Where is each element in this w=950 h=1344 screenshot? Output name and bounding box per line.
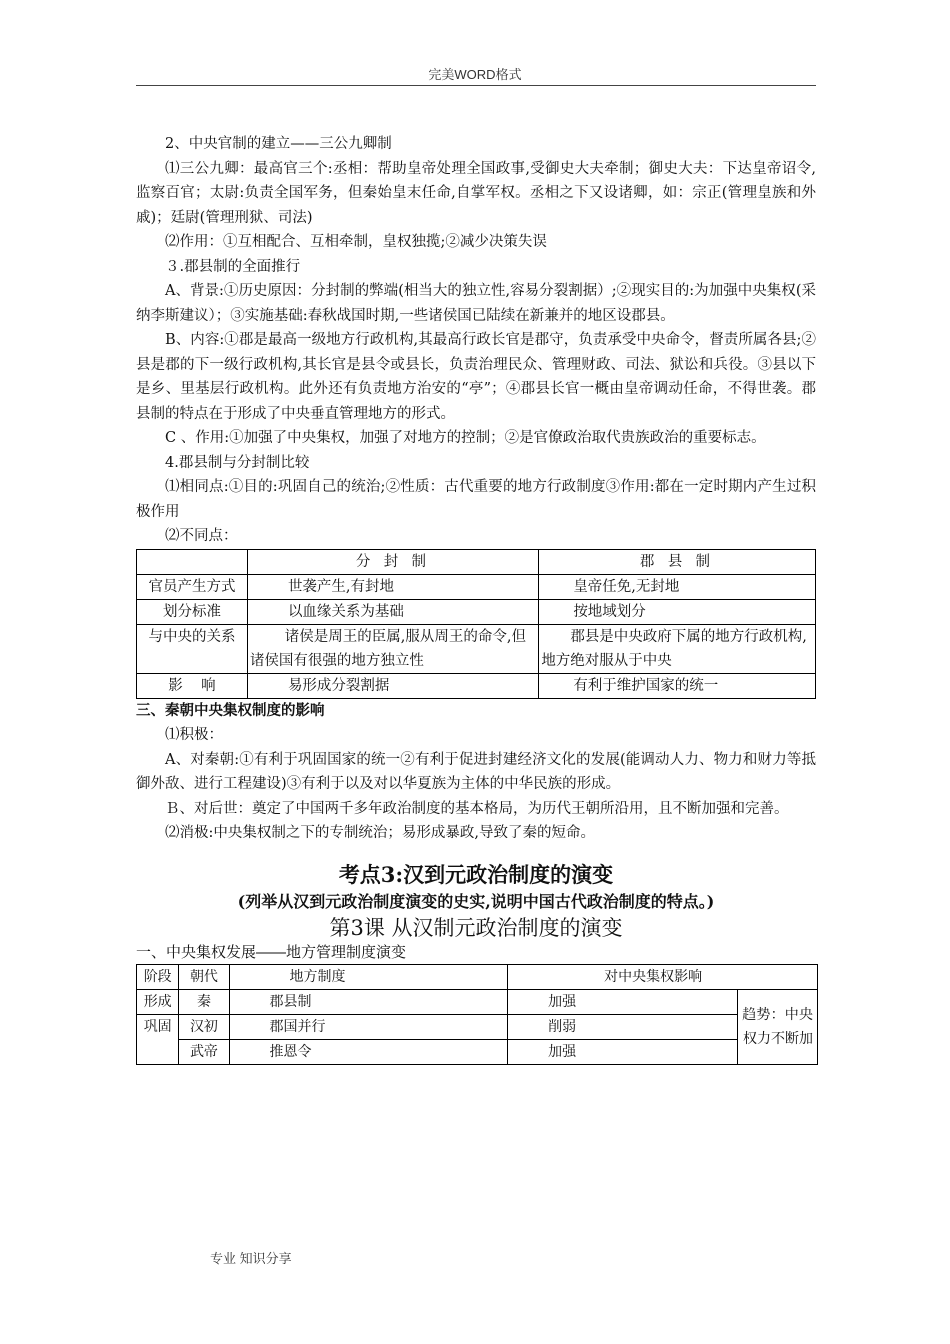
table-header-cell: 朝代 xyxy=(179,964,229,989)
para-positive: ⑴积极： xyxy=(165,727,223,743)
kaodian-title: 考点3:汉到元政治制度的演变 xyxy=(338,861,614,887)
para-compare-heading: 4.郡县制与分封制比较 xyxy=(165,454,310,471)
table-cell: 影 响 xyxy=(137,673,248,698)
para-effect: C 、作用:①加强了中央集权，加强了对地方的控制；②是官僚政治取代贵族政治的重要标志。 xyxy=(165,430,766,446)
document-body xyxy=(136,132,816,1065)
lesson-title: 第3课 从汉制元政治制度的演变 xyxy=(329,915,623,940)
table-cell: 形成 xyxy=(137,989,179,1014)
table-cell: 加强 xyxy=(508,1039,738,1064)
table-cell: 推恩令 xyxy=(229,1039,508,1064)
table-cell: 诸侯是周王的臣属,服从周王的命令,但诸侯国有很强的地方独立性 xyxy=(247,624,538,673)
trend-cell: 趋势：中央权力不断加 xyxy=(738,989,818,1064)
table-cell: 按地域划分 xyxy=(539,599,816,624)
table-cell: 世袭产生,有封地 xyxy=(247,574,538,599)
table-header-row xyxy=(137,964,818,989)
para-function: ⑵作用：①互相配合、互相牵制，皇权独揽;②减少决策失误 xyxy=(165,234,547,250)
local-government-table xyxy=(136,964,818,1065)
table-cell: 汉初 xyxy=(179,1014,229,1039)
para-background: A、背景:①历史原因：分封制的弊端(相当大的独立性,容易分裂割据）;②现实目的:为加强中央集权(采纳李斯建议）；③实施基础:春秋战国时期,一些诸侯国已陆续在新兼并的地区设郡县。 xyxy=(136,283,816,324)
table-row xyxy=(137,574,816,599)
table-cell: 武帝 xyxy=(179,1039,229,1064)
table-cell: 有利于维护国家的统一 xyxy=(539,673,816,698)
table-header-row xyxy=(137,549,816,574)
para-county-heading: ３.郡县制的全面推行 xyxy=(165,258,301,275)
para-negative: ⑵消极:中央集权制之下的专制统治；易形成暴政,导致了秦的短命。 xyxy=(165,825,595,841)
page-footer: 专业 知识分享 xyxy=(210,1251,292,1266)
table-header-cell xyxy=(137,549,248,574)
para-differences: ⑵不同点： xyxy=(165,528,238,544)
para-three-ministers: ⑴三公九卿：最高官三个:丞相：帮助皇帝处理全国政事,受御史大夫牵制；御史大夫：下达皇帝诏令,监察百官；太尉:负责全国军务，但秦始皇末任命,自掌军权。丞相之下又设诸卿，如：宗正(管理皇族和外戚)；廷尉(管理刑狱、司法) xyxy=(136,160,816,226)
table-cell: 秦 xyxy=(179,989,229,1014)
table-cell: 划分标准 xyxy=(137,599,248,624)
table-row xyxy=(137,599,816,624)
para-central-officials-heading: 2、中央官制的建立——三公九卿制 xyxy=(165,136,392,152)
table-cell: 官员产生方式 xyxy=(137,574,248,599)
para-content: B、内容:①郡是最高一级地方行政机构,其最高行政长官是郡守，负责承受中央命令，督责所属各县;②县是郡的下一级行政机构,其长官是县令或县长，负责治理民众、管理财政、司法、狱讼和兵役。③县以下是乡、里基层行政机构。此外还有负责地方治安的“亭”；④郡县长官一概由皇帝调动任命，不得世袭。郡县制的特点在于形成了中央垂直管理地方的形式。 xyxy=(136,332,816,422)
section-heading-qin-influence: 三、秦朝中央集权制度的影响 xyxy=(136,701,325,719)
page-header: 完美WORD格式 xyxy=(428,67,522,82)
table-row xyxy=(137,989,818,1014)
table-cell: 削弱 xyxy=(508,1014,738,1039)
table-cell: 以血缘关系为基础 xyxy=(247,599,538,624)
header-rule xyxy=(136,85,816,86)
section-heading-local-admin: 一、中央集权发展——地方管理制度演变 xyxy=(136,943,407,961)
table-header-cell: 郡 县 制 xyxy=(539,549,816,574)
table-header-cell: 地方制度 xyxy=(229,964,508,989)
table-row xyxy=(137,1014,818,1039)
table-cell: 郡国并行 xyxy=(229,1014,508,1039)
table-cell: 郡县是中央政府下属的地方行政机构,地方绝对服从于中央 xyxy=(539,624,816,673)
para-similarities: ⑴相同点:①目的:巩固自己的统治;②性质：古代重要的地方行政制度③作用:都在一定时期内产生过积极作用 xyxy=(136,479,816,520)
table-header-cell: 分 封 制 xyxy=(247,549,538,574)
table-cell: 易形成分裂割据 xyxy=(247,673,538,698)
para-later-effect: Ｂ、对后世：奠定了中国两千多年政治制度的基本格局，为历代王朝所沿用，且不断加强和完善。 xyxy=(165,800,789,817)
table-cell: 与中央的关系 xyxy=(137,624,248,673)
table-header-cell: 对中央集权影响 xyxy=(508,964,818,989)
kaodian-subtitle: (列举从汉到元政治制度演变的史实,说明中国古代政治制度的特点。) xyxy=(237,891,715,911)
table-cell: 加强 xyxy=(508,989,738,1014)
table-header-cell: 阶段 xyxy=(137,964,179,989)
comparison-table xyxy=(136,549,816,699)
table-cell: 巩固 xyxy=(137,1014,179,1064)
table-cell: 皇帝任免,无封地 xyxy=(539,574,816,599)
table-row xyxy=(137,624,816,673)
table-row xyxy=(137,673,816,698)
table-row xyxy=(137,1039,818,1064)
table-cell: 郡县制 xyxy=(229,989,508,1014)
para-qin-effect: A、对秦朝:①有利于巩固国家的统一②有利于促进封建经济文化的发展(能调动人力、物力和财力等抵御外敌、进行工程建设)③有利于以及对以华夏族为主体的中华民族的形成。 xyxy=(136,751,816,792)
